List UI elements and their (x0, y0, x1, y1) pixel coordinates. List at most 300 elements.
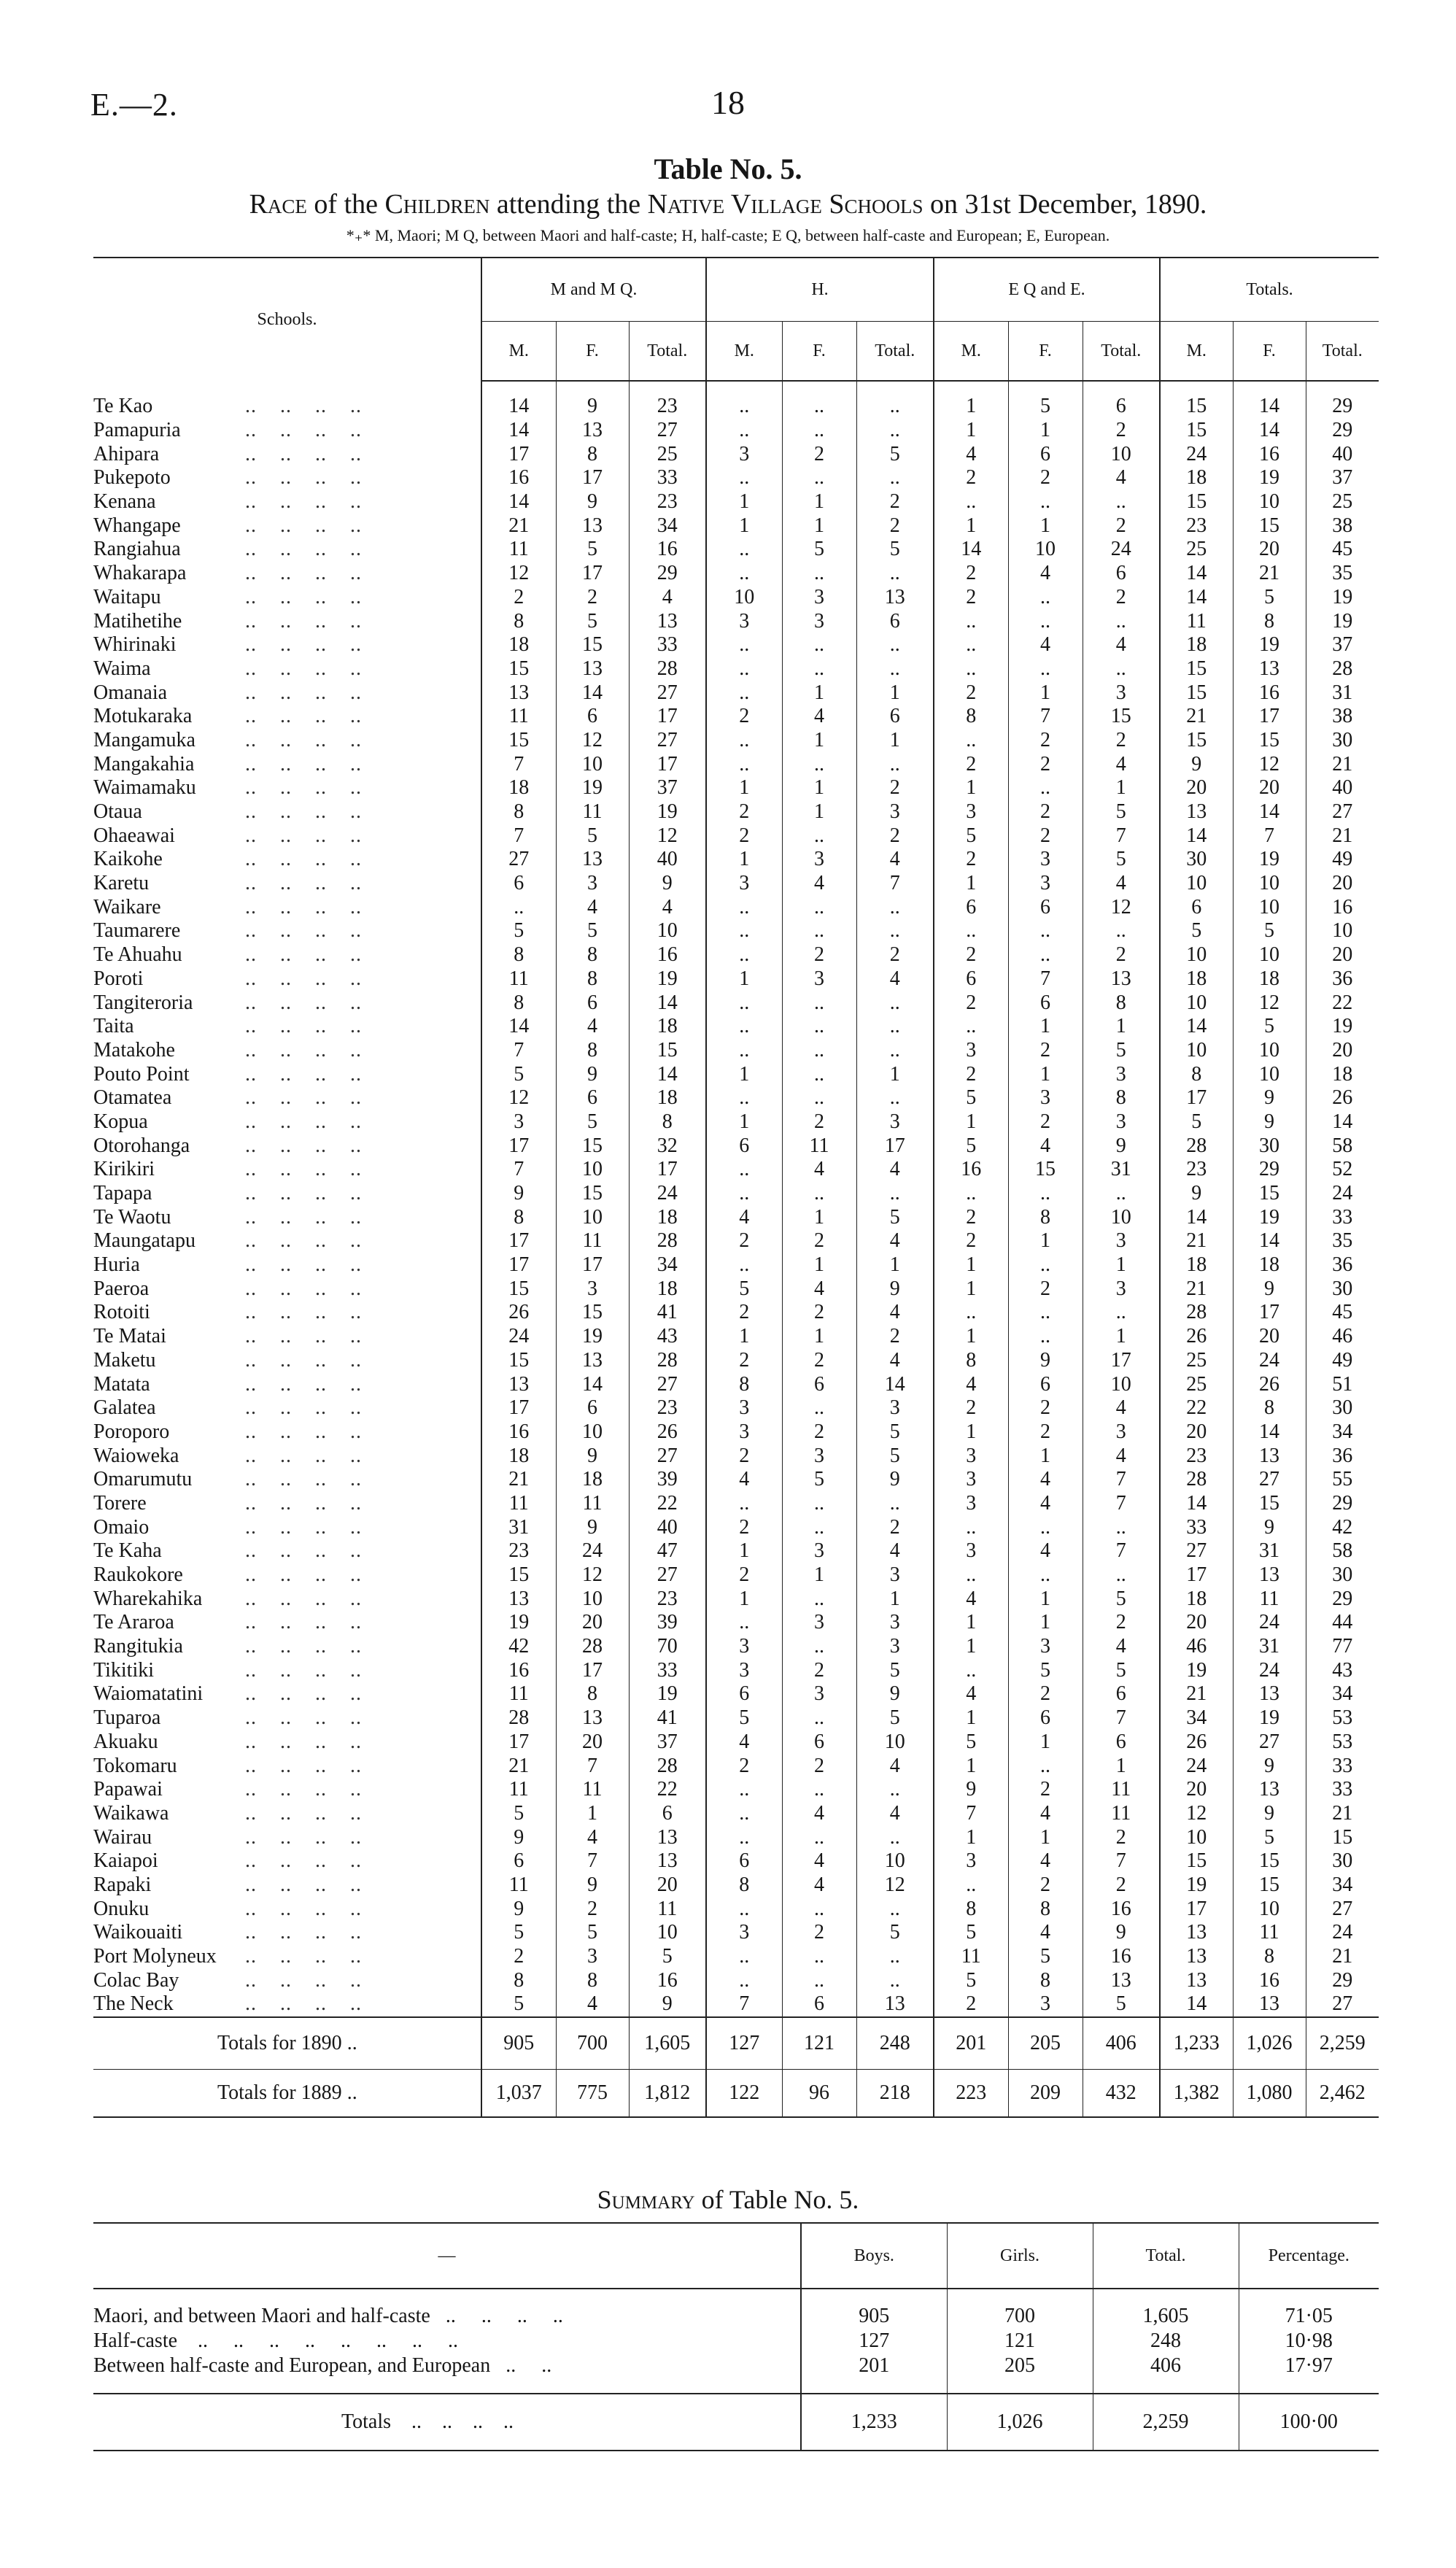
table-cell: 25 (1160, 538, 1233, 562)
table-cell: 2 (934, 943, 1008, 967)
school-name-cell (93, 1492, 481, 1516)
table-cell: 28 (1306, 657, 1379, 681)
school-name-cell (93, 776, 481, 800)
totals-cell: 700 (556, 2017, 629, 2070)
table-cell: .. (782, 1492, 856, 1516)
summary-row-label (93, 2304, 801, 2329)
table-cell: 8 (481, 943, 556, 967)
school-name: Otaua (93, 800, 142, 824)
table-row (93, 1778, 1379, 1802)
table-cell: .. (706, 1253, 782, 1277)
table-cell: 20 (556, 1611, 629, 1635)
table-cell: 4 (856, 1158, 934, 1182)
summary-row-label (93, 2354, 801, 2378)
table-cell: 2 (934, 586, 1008, 610)
subtitle-of-the: of the (306, 189, 385, 220)
school-name: Paeroa (93, 1277, 150, 1300)
table-cell: 6 (1008, 442, 1083, 466)
table-cell: 10 (1008, 538, 1083, 562)
table-cell: 17 (1160, 1897, 1233, 1921)
table-cell: 4 (1083, 466, 1160, 490)
school-name: Tangiteroria (93, 991, 193, 1014)
table-cell: 13 (1233, 1992, 1306, 2017)
school-name-cell (93, 1349, 481, 1373)
table-cell: .. (782, 991, 856, 1015)
school-name: Kopua (93, 1110, 148, 1133)
table-cell: 5 (1160, 1110, 1233, 1134)
table-cell: 27 (629, 1372, 706, 1396)
table-cell: .. (934, 1658, 1008, 1682)
table-cell: 6 (1083, 1730, 1160, 1755)
school-name: Karetu (93, 872, 150, 895)
table-cell: 10 (1160, 1039, 1233, 1063)
table-cell: 1 (934, 776, 1008, 800)
table-cell: 3 (782, 1682, 856, 1706)
table-cell: 24 (629, 1182, 706, 1206)
table-cell: 16 (629, 1968, 706, 1992)
leader-dots: .. .. .. .. (239, 514, 362, 537)
table-cell: .. (481, 895, 556, 919)
table-cell: 21 (1160, 1229, 1233, 1253)
table-cell: 13 (1160, 1921, 1233, 1945)
leader-dots: .. .. .. .. (239, 466, 362, 490)
table-cell: 20 (629, 1873, 706, 1898)
table-cell: 4 (1083, 1635, 1160, 1659)
summary-cell: 248 (1093, 2329, 1239, 2354)
summary-cell: 71·05 (1239, 2304, 1379, 2329)
table-cell: 2 (934, 681, 1008, 705)
subtitle-race: Race (249, 189, 307, 220)
table-cell: 17 (1233, 1301, 1306, 1325)
school-name-cell (93, 609, 481, 633)
table-cell: 4 (1008, 1921, 1083, 1945)
table-cell: 1 (782, 1253, 856, 1277)
table-cell: 10 (629, 919, 706, 943)
table-cell: .. (856, 1039, 934, 1063)
leader-dots: .. .. .. .. (239, 1038, 362, 1061)
table-cell: 33 (629, 466, 706, 490)
leader-dots: .. .. .. .. (239, 967, 362, 990)
table-cell: .. (706, 562, 782, 586)
table-cell: 27 (1160, 1539, 1233, 1563)
leader-dots: .. .. .. .. (239, 538, 362, 561)
school-name: Whangape (93, 514, 181, 537)
table-cell: 1 (856, 681, 934, 705)
leader-dots: .. .. .. .. (239, 1825, 362, 1849)
table-cell: 18 (1306, 1062, 1379, 1086)
table-cell: 15 (556, 1301, 629, 1325)
table-cell: 7 (481, 1039, 556, 1063)
leader-dots: .. .. (490, 2354, 552, 2377)
table-cell: 12 (1233, 752, 1306, 776)
table-cell: 2 (481, 586, 556, 610)
table-cell: 27 (629, 419, 706, 443)
table-cell: 10 (1160, 1825, 1233, 1849)
table-cell: 15 (1233, 1492, 1306, 1516)
summary-cell: 1,605 (1093, 2304, 1239, 2329)
table-cell: 4 (1008, 1468, 1083, 1492)
table-cell: 19 (556, 776, 629, 800)
table-cell: 17 (556, 1253, 629, 1277)
table-cell: 18 (629, 1086, 706, 1110)
table-cell: 3 (782, 967, 856, 991)
table-cell: 2 (934, 848, 1008, 872)
table-cell: 25 (1160, 1349, 1233, 1373)
table-cell: 20 (1160, 1420, 1233, 1444)
table-cell: .. (934, 633, 1008, 657)
table-cell: 3 (1083, 1277, 1160, 1301)
table-cell: 17 (556, 562, 629, 586)
table-cell: 2 (1083, 419, 1160, 443)
table-cell: 16 (1083, 1945, 1160, 1969)
table-cell: 15 (1160, 1849, 1233, 1873)
table-cell: 4 (856, 1229, 934, 1253)
table-cell: 15 (1233, 514, 1306, 538)
table-cell: 4 (1008, 1492, 1083, 1516)
table-cell: 8 (1008, 1968, 1083, 1992)
table-cell: 14 (1160, 824, 1233, 848)
table-row (93, 895, 1379, 919)
table-cell: 17 (629, 705, 706, 729)
school-name-cell (93, 442, 481, 466)
summary-cell: 121 (947, 2329, 1093, 2354)
table-cell: 12 (1160, 1802, 1233, 1826)
table-cell: 20 (556, 1730, 629, 1755)
col-header-total: Total. (629, 322, 706, 382)
table-cell: 3 (856, 1611, 934, 1635)
table-cell: 5 (934, 1730, 1008, 1755)
school-name-cell (93, 381, 481, 419)
table-row (93, 967, 1379, 991)
table-cell: 15 (556, 633, 629, 657)
table-cell: 10 (1233, 1039, 1306, 1063)
totals-cell: 96 (782, 2069, 856, 2117)
table-row (93, 776, 1379, 800)
table-cell: 9 (556, 381, 629, 419)
table-cell: 4 (856, 1349, 934, 1373)
table-cell: 15 (1233, 1849, 1306, 1873)
school-name: Wairau (93, 1825, 152, 1849)
table-cell: 21 (1306, 1802, 1379, 1826)
table-cell: 18 (629, 1277, 706, 1301)
table-cell: 1 (706, 848, 782, 872)
table-cell: 4 (934, 442, 1008, 466)
table-cell: 45 (1306, 538, 1379, 562)
table-cell: 1 (934, 1325, 1008, 1349)
table-cell: .. (706, 919, 782, 943)
table-cell: 19 (629, 800, 706, 824)
school-name: Waikare (93, 895, 161, 918)
table-cell: 3 (1083, 1110, 1160, 1134)
leader-dots: .. .. .. .. (239, 1992, 362, 2016)
leader-dots: .. .. .. .. (239, 1205, 362, 1229)
table-cell: 28 (1160, 1468, 1233, 1492)
table-cell: 20 (1306, 943, 1379, 967)
school-name-cell (93, 681, 481, 705)
table-cell: 21 (1306, 824, 1379, 848)
totals-cell: 1,233 (1160, 2017, 1233, 2070)
table-cell: .. (934, 1015, 1008, 1039)
table-cell: 1 (706, 490, 782, 514)
table-cell: .. (782, 466, 856, 490)
table-cell: 18 (1160, 466, 1233, 490)
table-cell: 6 (782, 1372, 856, 1396)
table-cell: .. (856, 1968, 934, 1992)
table-cell: 23 (629, 381, 706, 419)
table-cell: 17 (1160, 1563, 1233, 1587)
table-cell: .. (706, 419, 782, 443)
table-cell: 24 (1306, 1921, 1379, 1945)
table-cell: .. (856, 1897, 934, 1921)
totals-cell: 121 (782, 2017, 856, 2070)
table-cell: 20 (1233, 1325, 1306, 1349)
table-cell: 8 (934, 1349, 1008, 1373)
table-cell: 14 (934, 538, 1008, 562)
table-cell: 2 (782, 1110, 856, 1134)
leader-dots: .. .. .. .. (239, 1110, 362, 1133)
table-cell: 8 (481, 800, 556, 824)
school-name: Ohaeawai (93, 824, 175, 847)
summary-title-word: Summary (597, 2185, 695, 2214)
table-cell: 5 (782, 1468, 856, 1492)
table-cell: 8 (934, 705, 1008, 729)
table-cell: 37 (629, 776, 706, 800)
school-name: Pukepoto (93, 466, 171, 490)
table-cell: 2 (934, 991, 1008, 1015)
table-cell: 9 (934, 1778, 1008, 1802)
table-cell: 4 (1083, 872, 1160, 896)
school-name-cell (93, 1825, 481, 1849)
table-row (93, 1539, 1379, 1563)
table-cell: 3 (706, 1420, 782, 1444)
table-row (93, 1420, 1379, 1444)
table-cell: 10 (856, 1849, 934, 1873)
school-name: Huria (93, 1253, 140, 1277)
table-row (93, 848, 1379, 872)
school-name-cell (93, 991, 481, 1015)
table-row (93, 1110, 1379, 1134)
table-cell: .. (1008, 657, 1083, 681)
table-cell: 8 (1233, 609, 1306, 633)
school-name-cell (93, 1420, 481, 1444)
table-cell: 3 (934, 1849, 1008, 1873)
school-name-cell (93, 1635, 481, 1659)
table-cell: 4 (706, 1205, 782, 1229)
table-cell: 33 (1306, 1778, 1379, 1802)
table-cell: 9 (481, 1825, 556, 1849)
table-cell: 77 (1306, 1635, 1379, 1659)
table-cell: .. (706, 752, 782, 776)
table-cell: 5 (934, 1968, 1008, 1992)
table-cell: 6 (556, 991, 629, 1015)
table-cell: .. (706, 381, 782, 419)
leader-dots: .. .. .. .. (239, 752, 362, 776)
school-name: Poroti (93, 967, 144, 990)
table-cell: .. (856, 1015, 934, 1039)
school-name: Otorohanga (93, 1134, 190, 1157)
table-cell: 14 (1160, 1015, 1233, 1039)
table-cell: 31 (1233, 1635, 1306, 1659)
school-name-cell (93, 657, 481, 681)
table-cell: 1 (782, 681, 856, 705)
table-cell: 8 (556, 1682, 629, 1706)
leader-dots: .. .. .. .. (239, 705, 362, 728)
table-cell: 15 (1083, 705, 1160, 729)
table-cell: 10 (1160, 991, 1233, 1015)
table-cell: 13 (856, 586, 934, 610)
table-cell: 15 (481, 1563, 556, 1587)
table-cell: 6 (556, 705, 629, 729)
table-cell: 28 (481, 1706, 556, 1730)
table-cell: 7 (556, 1849, 629, 1873)
totals-cell: 205 (1008, 2017, 1083, 2070)
table-cell: 3 (556, 1945, 629, 1969)
summary-totals-cell: 1,233 (801, 2394, 947, 2451)
table-cell: 3 (706, 1658, 782, 1682)
table-cell: 13 (481, 1372, 556, 1396)
table-cell: 6 (706, 1682, 782, 1706)
table-cell: .. (782, 1968, 856, 1992)
leader-dots: .. .. .. .. (239, 609, 362, 633)
table-cell: 21 (1306, 752, 1379, 776)
table-cell: 1 (706, 514, 782, 538)
table-cell: 16 (1306, 895, 1379, 919)
table-cell: 11 (481, 1778, 556, 1802)
school-name: Kirikiri (93, 1158, 155, 1181)
leader-dots: .. .. .. .. (239, 1706, 362, 1730)
table-cell: 33 (1306, 1205, 1379, 1229)
table-cell: 5 (782, 538, 856, 562)
table-cell: 3 (934, 1039, 1008, 1063)
table-cell: 19 (629, 1682, 706, 1706)
table-cell: 14 (1233, 1420, 1306, 1444)
table-cell: 1 (706, 1539, 782, 1563)
table-cell: 12 (556, 1563, 629, 1587)
table-cell: .. (782, 1706, 856, 1730)
table-cell: 13 (1160, 1968, 1233, 1992)
table-cell: .. (856, 1945, 934, 1969)
table-cell: 5 (1233, 919, 1306, 943)
table-cell: .. (856, 1492, 934, 1516)
table-cell: 13 (856, 1992, 934, 2017)
school-name-cell (93, 1515, 481, 1539)
school-name: Akuaku (93, 1730, 158, 1753)
table-cell: 11 (782, 1134, 856, 1158)
table-cell: 9 (629, 1992, 706, 2017)
table-cell: 10 (1233, 490, 1306, 514)
table-cell: 19 (1233, 848, 1306, 872)
table-cell: 27 (629, 1444, 706, 1468)
table-cell: .. (1008, 609, 1083, 633)
table-cell: 8 (556, 943, 629, 967)
table-cell: 5 (481, 1062, 556, 1086)
table-cell: 10 (1083, 1372, 1160, 1396)
table-cell: 9 (856, 1277, 934, 1301)
table-cell: 2 (782, 1301, 856, 1325)
table-cell: 8 (706, 1372, 782, 1396)
table-row (93, 1849, 1379, 1873)
table-cell: 8 (556, 442, 629, 466)
leader-dots: .. .. .. .. (239, 1682, 362, 1706)
table-cell: 19 (1306, 586, 1379, 610)
table-cell: 22 (1306, 991, 1379, 1015)
table-cell: 40 (1306, 442, 1379, 466)
table-cell: 18 (629, 1015, 706, 1039)
table-cell: 29 (1233, 1158, 1306, 1182)
table-cell: 7 (1008, 705, 1083, 729)
table-cell: 16 (629, 538, 706, 562)
table-cell: .. (1083, 1182, 1160, 1206)
table-cell: 1 (1083, 1253, 1160, 1277)
leader-dots: .. .. .. .. (239, 1539, 362, 1563)
summary-totals-cell: 2,259 (1093, 2394, 1239, 2451)
table-cell: 12 (481, 562, 556, 586)
table-cell: 5 (856, 538, 934, 562)
table-cell: .. (706, 657, 782, 681)
table-cell: .. (782, 919, 856, 943)
table-cell: 10 (1233, 1897, 1306, 1921)
leader-dots: .. .. .. .. (239, 1182, 362, 1205)
table-cell: .. (934, 1563, 1008, 1587)
table-cell: 4 (556, 1992, 629, 2017)
table-cell: 12 (556, 729, 629, 753)
table-cell: 26 (1160, 1325, 1233, 1349)
summary-header-girls: Girls. (947, 2223, 1093, 2289)
table-cell: 11 (481, 1492, 556, 1516)
table-cell: 15 (1160, 729, 1233, 753)
table-cell: 13 (556, 657, 629, 681)
totals-cell: 432 (1083, 2069, 1160, 2117)
table-cell: 4 (1008, 1802, 1083, 1826)
table-row (93, 657, 1379, 681)
table-cell: 34 (1160, 1706, 1233, 1730)
table-cell: 7 (1083, 1706, 1160, 1730)
table-cell: 4 (1008, 1134, 1083, 1158)
table-cell: 11 (1083, 1802, 1160, 1826)
table-cell: 30 (1306, 1563, 1379, 1587)
leader-dots: .. .. .. .. (239, 1062, 362, 1086)
table-cell: 4 (856, 1539, 934, 1563)
table-cell: 26 (1306, 1086, 1379, 1110)
table-cell: 53 (1306, 1706, 1379, 1730)
table-cell: 4 (934, 1587, 1008, 1611)
table-cell: 3 (1008, 872, 1083, 896)
table-row (93, 1158, 1379, 1182)
table-cell: 2 (782, 442, 856, 466)
table-cell: 5 (556, 1921, 629, 1945)
leader-dots: .. .. .. .. (239, 1277, 362, 1300)
table-cell: 21 (481, 1468, 556, 1492)
table-cell: 14 (1233, 1229, 1306, 1253)
school-name-cell (93, 800, 481, 824)
school-name-cell (93, 1182, 481, 1206)
table-cell: 53 (1306, 1730, 1379, 1755)
table-cell: 2 (782, 1921, 856, 1945)
table-cell: 4 (934, 1372, 1008, 1396)
table-cell: 11 (556, 1492, 629, 1516)
table-cell: 13 (481, 1587, 556, 1611)
table-cell: 26 (629, 1420, 706, 1444)
table-row (93, 824, 1379, 848)
school-name: Matihetihe (93, 609, 182, 633)
table-cell: 2 (481, 1945, 556, 1969)
table-cell: 14 (481, 381, 556, 419)
leader-dots: .. (341, 2031, 357, 2054)
leader-dots: .. (341, 2081, 357, 2104)
table-cell: .. (856, 657, 934, 681)
table-cell: 3 (1008, 1635, 1083, 1659)
table-cell: 2 (1008, 1396, 1083, 1420)
